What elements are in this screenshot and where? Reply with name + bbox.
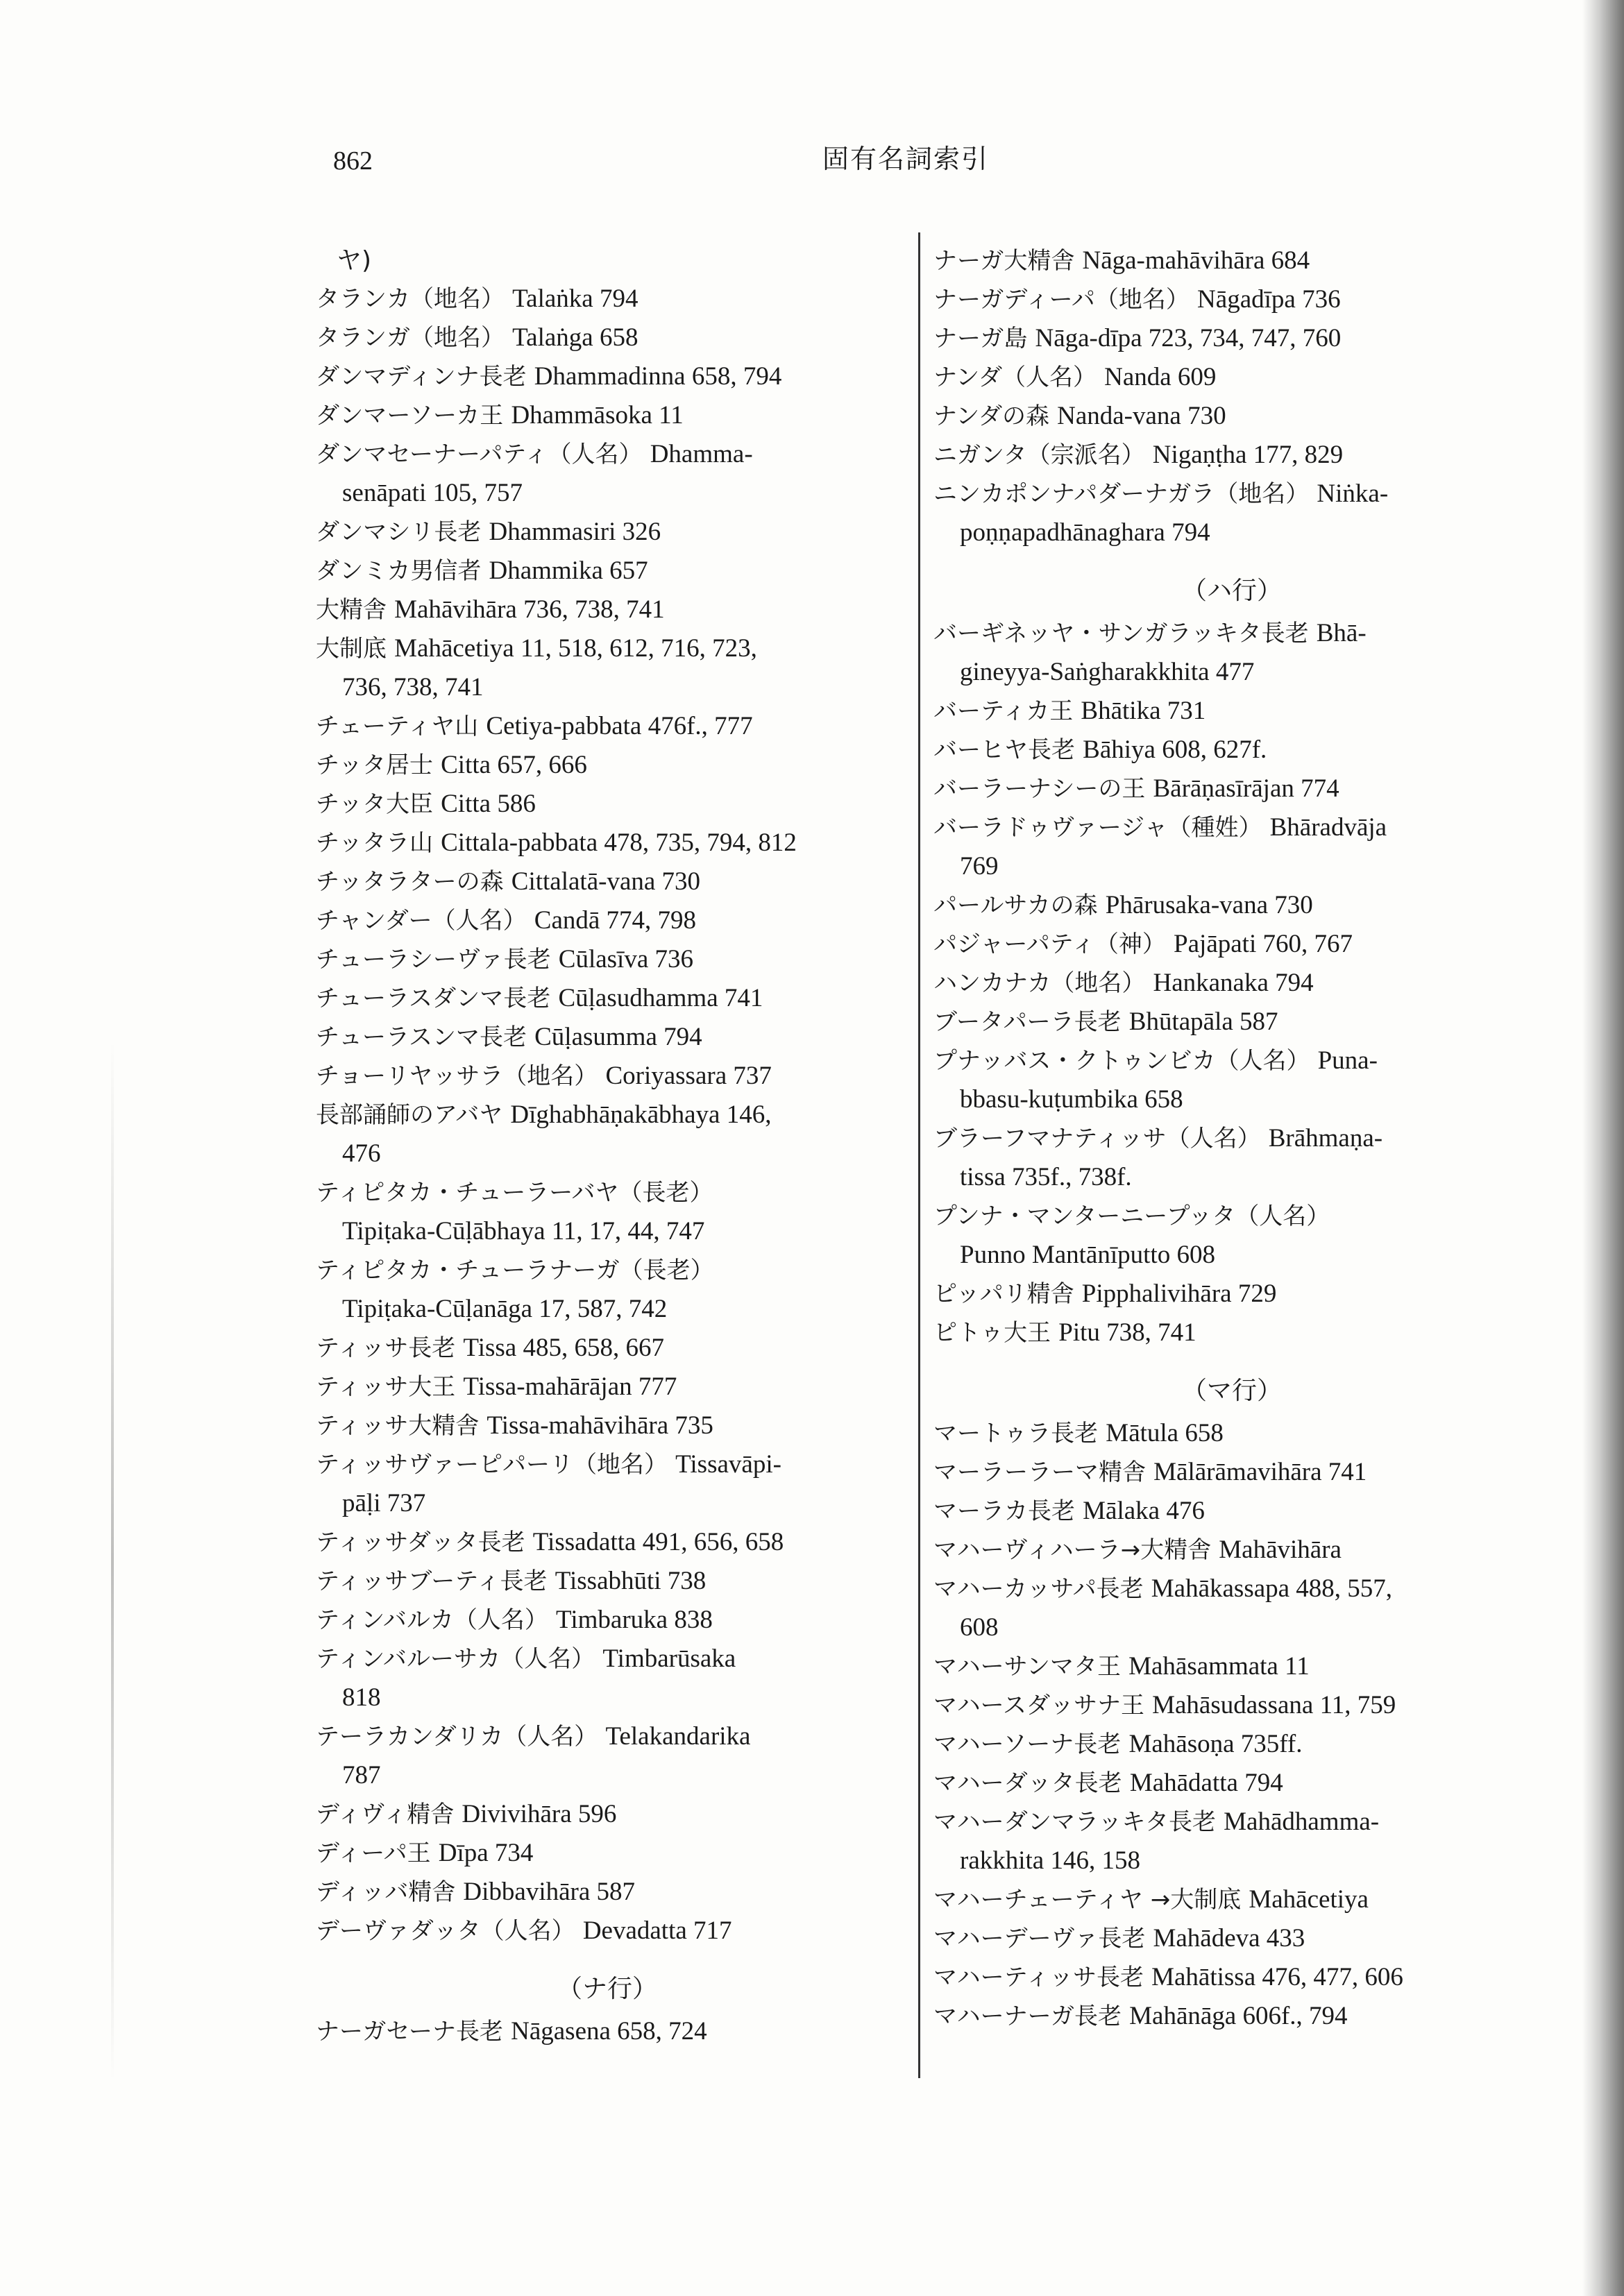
index-entry-continuation [316,1212,899,1251]
entry-japanese-term: ピッパリ精舎 [933,1280,1074,1308]
entry-japanese-term: ダンマシリ長老 [316,518,482,546]
entry-romanized-refs: Tissabhūti 738 [555,1567,707,1595]
section-heading: （ナ行） [557,1975,657,2003]
entry-japanese-term: 大制底 [316,635,387,663]
entry-romanized-refs: Brāhmaṇa- [1268,1124,1383,1153]
entry-romanized-refs: Talaṅka 794 [512,284,638,313]
entry-romanized-refs: Mahādatta 794 [1129,1769,1283,1797]
index-entry-continuation [316,668,899,707]
entry-romanized-refs: Tissadatta 491, 656, 658 [532,1528,784,1556]
entry-romanized-refs: Bhā- [1316,619,1367,647]
entry-romanized-refs: Tissa 485, 658, 667 [463,1334,664,1362]
entry-romanized-refs: Dhammika 657 [489,556,648,585]
entry-japanese-term: ティッサ長老 [316,1334,456,1362]
entry-japanese-term: マハーナーガ長老 [933,2002,1122,2030]
index-entry [933,1414,1530,1453]
entry-japanese-term: ナーガ島 [933,325,1028,352]
index-entry [933,436,1530,475]
index-entry [933,1958,1530,1997]
entry-romanized-refs: Devadatta 717 [582,1916,732,1945]
entry-romanized-refs: bbasu-kuṭumbika 658 [960,1085,1183,1114]
index-entry [316,1912,899,1950]
index-entry [316,1018,899,1057]
index-entry [933,1119,1530,1158]
entry-japanese-term: マハーソーナ長老 [933,1730,1122,1758]
index-entry [933,1003,1530,1041]
section-heading: （ハ行） [1181,577,1282,605]
index-entry-continuation [933,1158,1530,1197]
entry-japanese-term: 大精舎 [316,596,387,624]
entry-japanese-term: マハーカッサパ長老 [933,1575,1144,1603]
index-entry [933,731,1530,769]
index-entry [316,1834,899,1873]
entry-japanese-term: チューラシーヴァ長老 [316,946,551,973]
index-entry [933,1041,1530,1080]
entry-romanized-refs: Telakandarika [605,1722,751,1751]
index-entry-continuation [933,1080,1530,1119]
entry-japanese-term: ナーガセーナ長老 [316,2018,503,2046]
entry-romanized-refs: Phārusaka-vana 730 [1105,891,1313,919]
index-entry [933,1647,1530,1686]
index-entry-continuation [933,513,1530,552]
entry-japanese-term: マートゥラ長老 [933,1420,1099,1447]
entry-japanese-term: バーギネッヤ・サンガラッキタ長老 [933,620,1309,647]
entry-japanese-term: バーラドゥヴァージャ（種姓） [933,814,1262,842]
entry-japanese-term: タランカ（地名） [316,285,505,313]
entry-romanized-refs: Dibbavihāra 587 [463,1878,636,1906]
index-entry-continuation [316,1678,899,1717]
index-entry [933,886,1530,925]
entry-romanized-refs: Divivihāra 596 [462,1800,617,1828]
entry-japanese-term: ディヴィ精舎 [316,1801,455,1828]
column-divider [918,232,920,2078]
entry-romanized-refs: Mahāvihāra 736, 738, 741 [394,595,665,624]
entry-japanese-term: ナンダの森 [933,402,1049,430]
entry-japanese-term: ブラーフマナティッサ（人名） [933,1125,1261,1153]
index-entry [316,862,899,901]
entry-romanized-refs: Nāga-dīpa 723, 734, 747, 760 [1035,324,1342,352]
entry-romanized-refs: Pitu 738, 741 [1058,1318,1196,1347]
entry-japanese-term: マハースダッサナ王 [933,1692,1144,1719]
entry-romanized-refs: Candā 774, 798 [534,906,697,935]
entry-romanized-refs: 787 [342,1761,381,1789]
index-entry [933,358,1530,397]
index-entry [316,901,899,940]
entry-japanese-term: ダンミカ男信者 [316,557,482,585]
index-entry-continuation [933,1608,1530,1647]
entry-romanized-refs: Talaṅga 658 [512,323,638,352]
entry-japanese-term: ブータパーラ長老 [933,1008,1122,1036]
entry-romanized-refs: 476 [342,1139,381,1168]
running-head: 固有名詞索引 [822,144,990,174]
entry-romanized-refs: Mahāsoṇa 735ff. [1128,1730,1303,1758]
index-entry [316,1406,899,1445]
index-entry-continuation [933,653,1530,692]
page-edge-shadow [1582,0,1624,2296]
scan-gutter-mark [111,1041,114,2082]
index-entry [316,1329,899,1368]
index-entry [933,614,1530,653]
left-column [316,241,899,2051]
index-entry [933,1686,1530,1725]
index-entry [316,707,899,746]
entry-romanized-refs: Mālaka 476 [1083,1497,1205,1525]
index-entry [933,1997,1530,2036]
entry-romanized-refs: senāpati 105, 757 [342,479,523,507]
entry-romanized-refs: Pipphalivihāra 729 [1081,1279,1277,1308]
entry-romanized-refs: Cetiya-pabbata 476f., 777 [486,712,753,740]
index-entry [316,1523,899,1562]
entry-romanized-refs: Dhammasiri 326 [489,518,661,546]
entry-romanized-refs: Bāhiya 608, 627f. [1083,735,1267,764]
entry-romanized-refs: 608 [960,1613,999,1642]
entry-romanized-refs: Mahādhamma- [1224,1808,1380,1836]
entry-japanese-term: マーラーラーマ精舎 [933,1459,1146,1486]
index-entry [316,357,899,396]
entry-romanized-refs: Dīpa 734 [438,1839,534,1867]
entry-romanized-refs: Bārāṇasīrājan 774 [1153,774,1339,803]
entry-japanese-term: チッタラ山 [316,829,433,857]
entry-romanized-refs: Hankanaka 794 [1153,969,1314,997]
index-entry [316,552,899,590]
entry-romanized-refs: poṇṇapadhānaghara 794 [960,518,1210,547]
entry-japanese-term: ハンカナカ（地名） [933,969,1146,997]
entry-japanese-term: ティッサ大精舎 [316,1412,480,1440]
entry-romanized-refs: Pajāpati 760, 767 [1174,930,1353,958]
entry-japanese-term: マハーダンマラッキタ長老 [933,1808,1216,1836]
entry-romanized-refs: Mahānāga 606f., 794 [1129,2002,1348,2030]
entry-romanized-refs: Bhātika 731 [1081,697,1206,725]
entry-japanese-term: マーラカ長老 [933,1497,1075,1525]
entry-japanese-term: ナーガ大精舎 [933,247,1075,275]
entry-romanized-refs: Citta 657, 666 [441,751,587,779]
index-entry [316,280,899,318]
entry-japanese-term: ニンカポンナパダーナガラ（地名） [933,480,1310,508]
index-entry [316,590,899,629]
index-entry [316,940,899,979]
entry-japanese-term: チューラスダンマ長老 [316,985,551,1012]
section-heading: （マ行） [1181,1377,1282,1405]
entry-japanese-term: ダンマセーナーパティ（人名） [316,441,643,468]
index-entry [933,1803,1530,1842]
entry-japanese-term: プナッバス・クトゥンビカ（人名） [933,1047,1310,1075]
index-entry [933,1313,1530,1352]
entry-japanese-term: バーラーナシーの王 [933,775,1146,803]
index-entry [933,1453,1530,1492]
entry-japanese-term: ティッサダッタ長老 [316,1529,525,1556]
entry-romanized-refs: Bhāradvāja [1269,813,1387,842]
entry-romanized-refs: Mahācetiya 11, 518, 612, 716, 723, [394,634,757,663]
entry-romanized-refs: Nanda-vana 730 [1057,402,1226,430]
index-entry [316,435,899,474]
index-entry-continuation [933,1236,1530,1275]
entry-romanized-refs: Coriyassara 737 [605,1062,772,1090]
entry-romanized-refs: Tissa-mahāvihāra 735 [487,1411,713,1440]
index-entry [933,964,1530,1003]
entry-japanese-term: パジャーパティ（神） [933,930,1166,958]
index-entry-continuation [316,1134,899,1173]
index-entry [933,769,1530,808]
entry-japanese-term: ナーガディーパ（地名） [933,286,1190,314]
index-entry [316,2012,899,2051]
entry-japanese-term: 長部誦師のアバヤ [316,1101,503,1129]
entry-romanized-refs: Cūlasīva 736 [558,945,694,973]
entry-japanese-term: チューラスンマ長老 [316,1023,527,1051]
entry-romanized-refs: Cūḷasudhamma 741 [558,984,763,1012]
entry-romanized-refs: Tissa-mahārājan 777 [463,1372,677,1401]
index-entry [316,979,899,1018]
index-entry [316,629,899,668]
index-entry-continuation [316,1484,899,1523]
entry-japanese-term: マハーサンマタ王 [933,1653,1121,1681]
index-entry-continuation [316,1756,899,1795]
index-entry [316,1251,899,1290]
section-heading: ヤ) [337,246,372,275]
index-entry [316,396,899,435]
entry-japanese-term: ティピタカ・チューラナーガ（長老） [316,1257,714,1284]
entry-romanized-refs: Cūḷasumma 794 [534,1023,702,1051]
entry-japanese-term: デーヴァダッタ（人名） [316,1917,575,1945]
entry-japanese-term: タランガ（地名） [316,324,505,352]
entry-japanese-term: バーティカ王 [933,697,1074,725]
entry-romanized-refs: Mahāsudassana 11, 759 [1152,1691,1396,1719]
entry-romanized-refs: Cittalatā-vana 730 [511,867,701,896]
entry-romanized-refs: Tipiṭaka-Cūḷanāga 17, 587, 742 [342,1295,668,1323]
entry-romanized-refs: rakkhita 146, 158 [960,1846,1140,1875]
entry-japanese-term: バーヒヤ長老 [933,736,1075,764]
index-entry [933,280,1530,319]
entry-romanized-refs: Dhammāsoka 11 [511,401,684,430]
entry-romanized-refs: Nanda 609 [1104,363,1217,391]
entry-romanized-refs: 818 [342,1683,381,1712]
entry-romanized-refs: Nāgadīpa 736 [1197,285,1341,314]
entry-japanese-term: マハーチェーティヤ →大制底 [933,1886,1242,1914]
entry-japanese-term: パールサカの森 [933,892,1098,919]
entry-romanized-refs: Dhammadinna 658, 794 [534,362,782,391]
index-entry [316,1057,899,1096]
entry-japanese-term: ティンバルカ（人名） [316,1606,548,1634]
entry-romanized-refs: Tipiṭaka-Cūḷābhaya 11, 17, 44, 747 [342,1217,705,1245]
index-entry [316,1873,899,1912]
entry-romanized-refs: Timbaruka 838 [556,1606,713,1634]
entry-romanized-refs: Timbarūsaka [602,1644,736,1673]
entry-romanized-refs: Puna- [1317,1046,1378,1075]
entry-japanese-term: チェーティヤ山 [316,713,479,740]
entry-japanese-term: ダンマディンナ長老 [316,363,527,391]
index-entry [933,319,1530,358]
index-entry [316,1717,899,1756]
entry-japanese-term: ティッサブーティ長老 [316,1567,548,1595]
index-entry-continuation [933,847,1530,886]
entry-romanized-refs: Punno Mantānīputto 608 [960,1241,1215,1269]
entry-romanized-refs: Tissavāpi- [675,1450,781,1479]
entry-romanized-refs: Nāgasena 658, 724 [511,2017,707,2046]
entry-japanese-term: ティッサ大王 [316,1373,456,1401]
index-entry [316,746,899,785]
entry-romanized-refs: Mātula 658 [1106,1419,1224,1447]
index-entry [933,1880,1530,1919]
entry-romanized-refs: Nigaṇṭha 177, 829 [1152,441,1344,469]
entry-romanized-refs: Citta 586 [441,790,536,818]
entry-japanese-term: チャンダー（人名） [316,907,527,935]
entry-romanized-refs: Mālārāmavihāra 741 [1153,1458,1367,1486]
index-entry [933,1725,1530,1764]
right-column [933,241,1530,2036]
index-entry [316,1445,899,1484]
entry-romanized-refs: tissa 735f., 738f. [960,1163,1132,1191]
index-entry [933,1764,1530,1803]
entry-japanese-term: ティンバルーサカ（人名） [316,1645,595,1673]
index-entry [933,808,1530,847]
entry-japanese-term: ディーパ王 [316,1839,431,1867]
index-entry [316,1368,899,1406]
entry-japanese-term: チッタラターの森 [316,868,504,896]
entry-japanese-term: ニガンタ（宗派名） [933,441,1145,469]
index-entry [316,513,899,552]
index-entry [933,925,1530,964]
index-entry [316,1173,899,1212]
index-entry [316,824,899,862]
entry-japanese-term: チッタ居士 [316,751,433,779]
index-entry [316,318,899,357]
index-entry [933,241,1530,280]
entry-japanese-term: ティッサヴァーピパーリ（地名） [316,1451,668,1479]
entry-japanese-term: ティピタカ・チューラーバヤ（長老） [316,1179,713,1207]
index-entry [316,785,899,824]
entry-japanese-term: テーラカンダリカ（人名） [316,1723,598,1751]
entry-japanese-term: マハーヴィハーラ→大精舎 [933,1536,1212,1564]
index-entry [933,397,1530,436]
page-number: 862 [333,146,373,176]
index-entry [933,1492,1530,1531]
entry-romanized-refs: pāḷi 737 [342,1489,426,1517]
entry-romanized-refs: 736, 738, 741 [342,673,484,701]
entry-japanese-term: プンナ・マンターニープッタ（人名） [933,1202,1330,1230]
index-entry [316,1640,899,1678]
entry-romanized-refs: Mahātissa 476, 477, 606 [1151,1963,1403,1991]
entry-japanese-term: マハーティッサ長老 [933,1964,1144,1991]
entry-romanized-refs: Mahākassapa 488, 557, [1151,1574,1393,1603]
index-entry [316,1096,899,1134]
entry-japanese-term: チッタ大臣 [316,790,433,818]
entry-japanese-term: マハーダッタ長老 [933,1769,1122,1797]
index-entry [933,1570,1530,1608]
index-entry-continuation [316,1290,899,1329]
index-entry [933,1197,1530,1236]
index-entry [933,1275,1530,1313]
entry-romanized-refs: Mahāsammata 11 [1128,1652,1310,1681]
index-entry [933,1531,1530,1570]
index-entry [933,475,1530,513]
entry-romanized-refs: Mahāvihāra [1219,1536,1342,1564]
entry-romanized-refs: gineyya-Saṅgharakkhita 477 [960,658,1255,686]
index-entry [316,1795,899,1834]
entry-japanese-term: チョーリヤッサラ（地名） [316,1062,598,1090]
entry-romanized-refs: Cittala-pabbata 478, 735, 794, 812 [441,828,797,857]
index-entry [933,1919,1530,1958]
index-entry-continuation [933,1842,1530,1880]
entry-romanized-refs: Nāga-mahāvihāra 684 [1082,246,1310,275]
entry-japanese-term: ピトゥ大王 [933,1319,1051,1347]
index-entry [933,692,1530,731]
entry-romanized-refs: Mahādeva 433 [1153,1924,1305,1953]
index-entry [316,1562,899,1601]
entry-romanized-refs: Dīghabhāṇakābhaya 146, [510,1100,772,1129]
entry-romanized-refs: Mahācetiya [1249,1885,1369,1914]
entry-japanese-term: ダンマーソーカ王 [316,402,504,430]
index-entry-continuation [316,474,899,513]
entry-romanized-refs: 769 [960,852,999,881]
entry-japanese-term: ディッバ精舎 [316,1878,456,1906]
entry-japanese-term: ナンダ（人名） [933,364,1097,391]
entry-romanized-refs: Dhamma- [650,440,753,468]
entry-japanese-term: マハーデーヴァ長老 [933,1925,1146,1953]
entry-romanized-refs: Bhūtapāla 587 [1128,1007,1278,1036]
entry-romanized-refs: Niṅka- [1317,479,1389,508]
index-entry [316,1601,899,1640]
